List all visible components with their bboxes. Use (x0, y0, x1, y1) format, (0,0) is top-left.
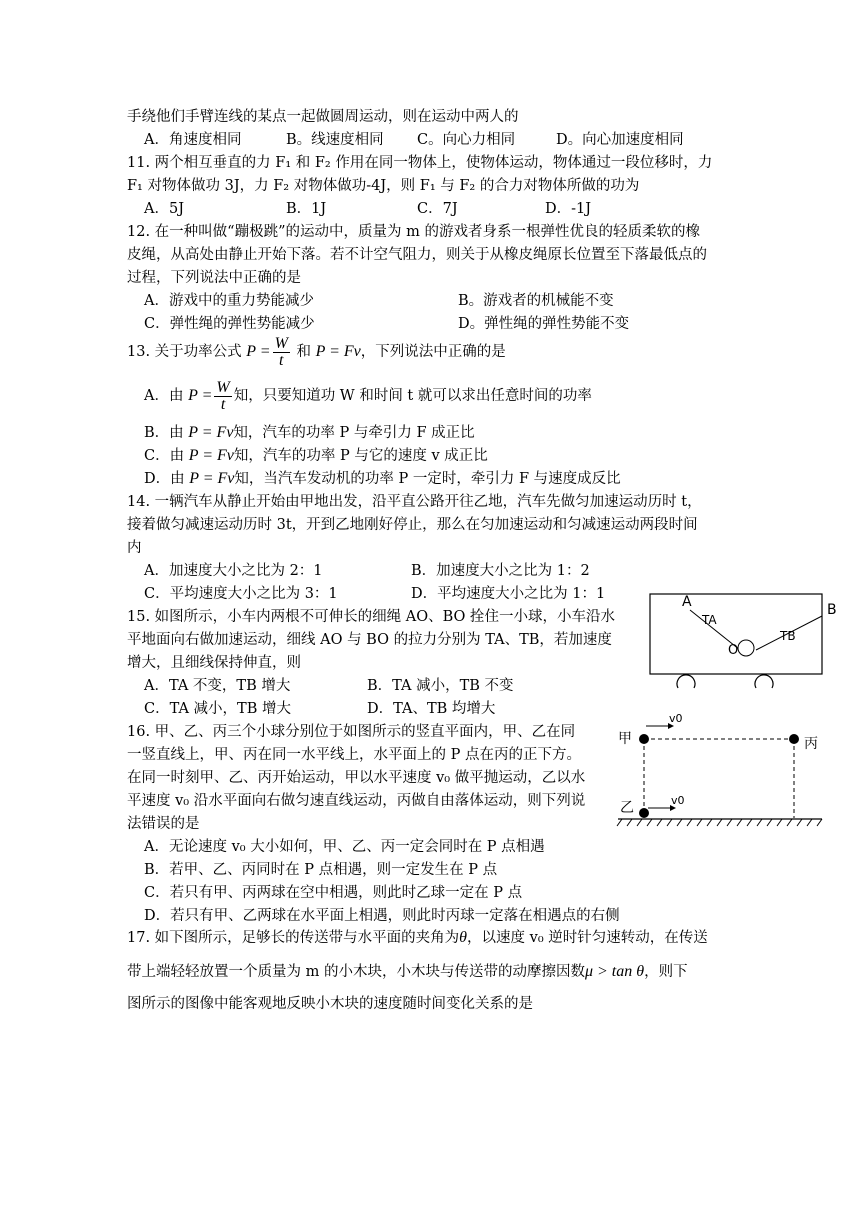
q16-option-b: B．若甲、乙、丙同时在 P 点相遇，则一定发生在 P 点 (144, 862, 498, 878)
q16-option-c: C．若只有甲、丙两球在空中相遇，则此时乙球一定在 P 点 (144, 885, 523, 901)
q13-option-d-suffix: 知，当汽车发动机的功率 P 一定时，牵引力 F 与速度成反比 (234, 471, 621, 487)
label-yi: 乙 (620, 800, 634, 816)
q12-stem-line2: 皮绳，从高处由静止开始下落。若不计空气阻力，则关于从橡皮绳原长位置至下落最低点的 (127, 247, 707, 263)
q16-stem-line2: 一竖直线上，甲、丙在同一水平线上，水平面上的 P 点在丙的正下方。 (127, 747, 581, 763)
q10-option-b: B。线速度相同 (286, 132, 384, 148)
q16-stem-line4: 平速度 v₀ 沿水平面向右做匀速直线运动，丙做自由落体运动，则下列说 (127, 793, 586, 809)
q17-theta: θ (459, 929, 468, 946)
q13-option-b-suffix: 知，汽车的功率 P 与牵引力 F 成正比 (233, 425, 475, 441)
q13-option-d (144, 470, 621, 488)
q15-stem-line1: 15. 如图所示，小车内两根不可伸长的细绳 AO、BO 拴住一小球，小车沿水 (127, 609, 616, 625)
q12-option-b: B。游戏者的机械能不变 (458, 293, 614, 309)
q13-option-c (144, 447, 488, 465)
cart-body (650, 594, 822, 674)
q16-option-a: A．无论速度 v₀ 大小如何，甲、乙、丙一定会同时在 P 点相遇 (144, 839, 545, 855)
q13-formula-pfv: P = Fv (315, 343, 361, 360)
label-jia: 甲 (618, 731, 632, 747)
q13-stem-prefix: 13. 关于功率公式 (127, 344, 242, 360)
q13-option-c-formula: P = Fv (188, 447, 234, 464)
q13-option-a-prefix: A．由 (144, 388, 184, 404)
q11-option-c: C．7J (417, 201, 458, 217)
q13-option-b (144, 424, 475, 442)
q13-stem (127, 334, 506, 370)
q14-option-b: B．加速度大小之比为 1：2 (411, 563, 590, 579)
label-v0-bottom: v0 (671, 794, 685, 807)
q15-option-c: C．TA 减小，TB 增大 (144, 701, 291, 717)
q17-mu-expr: μ > tan θ (584, 963, 645, 980)
q12-stem-line3: 过程，下列说法中正确的是 (127, 270, 301, 286)
q11-option-d: D．-1J (545, 201, 592, 217)
q13-option-b-formula: P = Fv (188, 424, 234, 441)
q17-line2-a: 带上端轻轻放置一个质量为 m 的小木块，小木块与传送带的动摩擦因数 (127, 964, 585, 980)
q11-stem-line2: F₁ 对物体做功 3J，力 F₂ 对物体做功-4J，则 F₁ 与 F₂ 的合力对物体所做的功为 (127, 178, 640, 194)
wheel-right (755, 675, 773, 688)
q13-option-a-num: W (216, 378, 230, 396)
label-b: B (827, 602, 837, 618)
label-o: O (728, 643, 739, 658)
label-tb: TB (780, 629, 796, 643)
q12-option-d: D。弹性绳的弹性势能不变 (458, 316, 630, 332)
q13-option-d-formula: P = Fv (189, 470, 235, 487)
q13-option-a-p: P = (188, 387, 213, 404)
q13-option-a-fraction (214, 380, 231, 413)
intro-line: 手绕他们手臂连线的某点一起做圆周运动，则在运动中两人的 (127, 109, 519, 125)
q17-line2-b: ，则下 (644, 964, 688, 980)
q13-fraction-num: W (274, 334, 288, 352)
wheel-left (677, 675, 695, 688)
ground-hatching (617, 819, 822, 826)
q14-option-c: C．平均速度大小之比为 3：1 (144, 586, 338, 602)
q14-option-a: A．加速度大小之比为 2：1 (144, 563, 323, 579)
label-ta: TA (702, 613, 717, 627)
q11-option-a: A．5J (144, 201, 185, 217)
label-v0-top: v0 (669, 712, 683, 725)
q13-option-b-prefix: B．由 (144, 425, 184, 441)
q13-stem-suffix: ，下列说法中正确的是 (360, 344, 506, 360)
q15-stem-line3: 增大，且细线保持伸直，则 (127, 655, 301, 671)
label-a: A (682, 594, 692, 610)
q14-stem-line1: 14. 一辆汽车从静止开始由甲地出发，沿平直公路开往乙地，汽车先做匀加速运动历时 t， (127, 494, 702, 510)
q16-stem-line3: 在同一时刻甲、乙、丙开始运动，甲以水平速度 v₀ 做平抛运动，乙以水 (127, 770, 586, 786)
q11-stem-line1: 11. 两个相互垂直的力 F₁ 和 F₂ 作用在同一物体上，使物体运动，物体通过一段位移时，力 (127, 155, 713, 171)
q17-line1-a: 17. 如下图所示，足够长的传送带与水平面的夹角为 (127, 930, 460, 946)
q17-line1-b: ，以速度 v₀ 逆时针匀速转动，在传送 (467, 930, 708, 946)
q13-option-a-suffix: 知，只要知道功 W 和时间 t 就可以求出任意时间的功率 (233, 388, 592, 404)
q10-option-c: C。向心力相同 (417, 132, 516, 148)
q17-stem-line3: 图所示的图像中能客观地反映小木块的速度随时间变化关系的是 (127, 996, 533, 1012)
q16-stem-line5: 法错误的是 (127, 816, 200, 832)
q13-fraction (273, 336, 290, 369)
q13-formula-p: P = (246, 343, 271, 360)
q17-stem-line2 (127, 960, 688, 984)
q13-option-d-prefix: D．由 (144, 471, 185, 487)
q15-stem-line2: 平地面向右做加速运动，细线 AO 与 BO 的拉力分别为 TA、TB，若加速度 (127, 632, 612, 648)
q12-option-a: A．游戏中的重力势能减少 (144, 293, 314, 309)
q10-option-d: D。向心加速度相同 (556, 132, 684, 148)
q14-stem-line3: 内 (127, 540, 142, 556)
q13-option-c-suffix: 知，汽车的功率 P 与它的速度 v 成正比 (233, 448, 488, 464)
q15-option-a: A．TA 不变，TB 增大 (144, 678, 291, 694)
q17-stem-line1 (127, 926, 708, 950)
q16-balls-figure (612, 708, 827, 830)
q12-option-c: C．弹性绳的弹性势能减少 (144, 316, 315, 332)
q10-option-a: A．角速度相同 (144, 132, 242, 148)
q14-stem-line2: 接着做匀减速运动历时 3t，开到乙地刚好停止，那么在匀加速运动和匀减速运动两段时间 (127, 517, 698, 533)
q16-option-d: D．若只有甲、乙两球在水平面上相遇，则此时丙球一定落在相遇点的右侧 (144, 908, 620, 924)
q13-option-a (144, 378, 592, 414)
q15-option-d: D．TA、TB 均增大 (367, 701, 496, 717)
ball-o (738, 640, 754, 656)
q15-option-b: B．TA 减小，TB 不变 (367, 678, 514, 694)
q16-stem-line1: 16. 甲、乙、丙三个小球分别位于如图所示的竖直平面内，甲、乙在同 (127, 724, 576, 740)
q13-option-a-den: t (220, 395, 226, 413)
q14-option-d: D．平均速度大小之比为 1：1 (411, 586, 606, 602)
q15-cart-figure (640, 588, 835, 700)
q11-option-b: B．1J (286, 201, 327, 217)
q12-stem-line1: 12. 在一种叫做“蹦极跳”的运动中，质量为 m 的游戏者身系一根弹性优良的轻质柔软的橡 (127, 224, 700, 240)
q13-option-c-prefix: C．由 (144, 448, 185, 464)
label-bing: 丙 (804, 736, 818, 752)
q13-stem-and: 和 (296, 344, 311, 360)
q13-fraction-den: t (279, 351, 284, 369)
